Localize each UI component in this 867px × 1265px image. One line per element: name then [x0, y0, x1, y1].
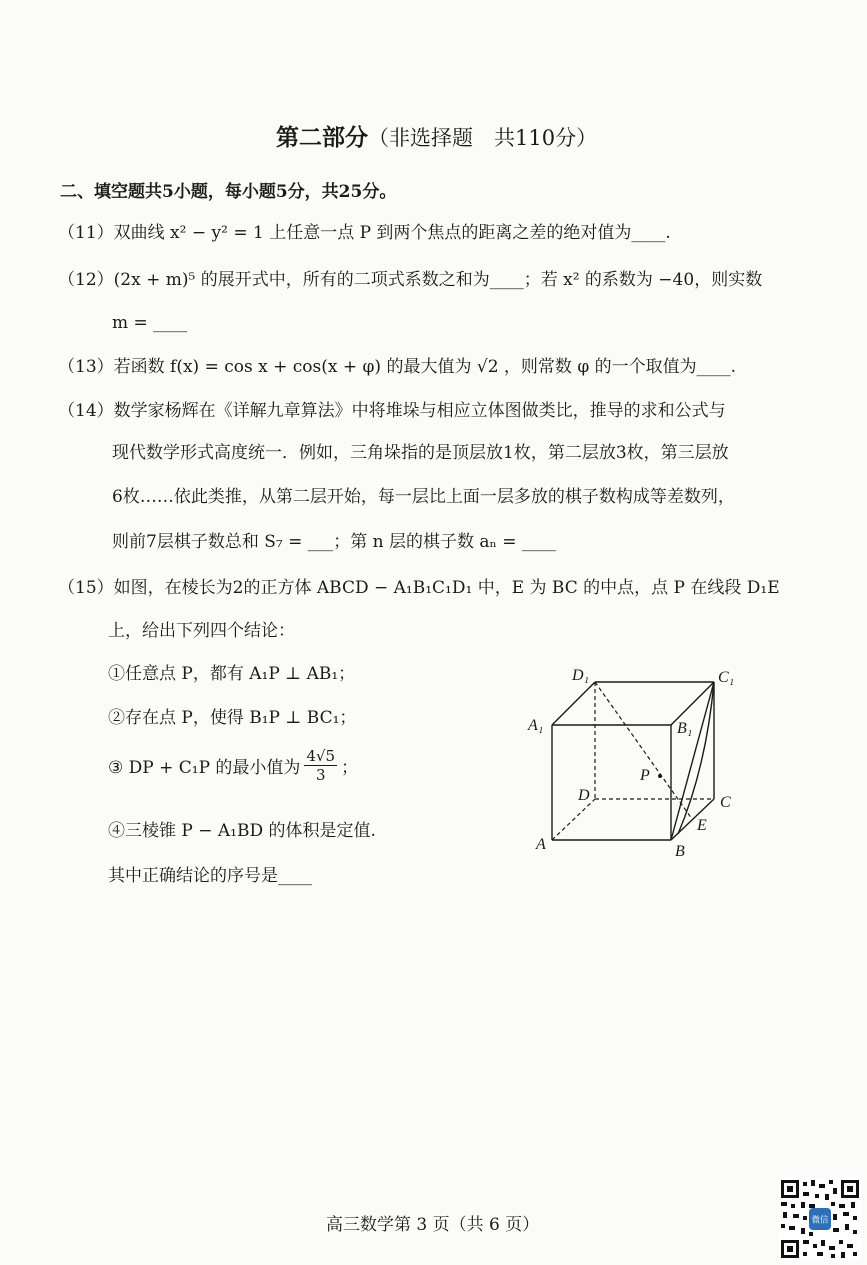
point-p: [658, 774, 662, 778]
label-d1: D₁: [572, 667, 590, 684]
q15-conclusion-1: ①任意点 P，都有 A₁P ⊥ AB₁；: [108, 664, 356, 684]
c3-fraction: [304, 747, 337, 784]
label-a: A: [536, 836, 546, 853]
q14-line1: 数学家杨辉在《详解九章算法》中将堆垛与相应立体图做类比，推导的求和公式与: [113, 401, 726, 421]
q11-text: 双曲线 x² − y² = 1 上任意一点 P 到两个焦点的距离之差的绝对值为____.: [113, 223, 671, 243]
q15-number: （15）: [58, 578, 114, 598]
part-subtitle: （非选择题 共110分）: [368, 126, 598, 150]
q13-text: 若函数 f(x) = cos x + cos(x + φ) 的最大值为 √2 ，则常数 φ 的一个取值为____.: [113, 357, 737, 377]
c3-numerator: 4√5: [306, 747, 336, 765]
label-c: C: [720, 794, 731, 811]
c3-denominator: 3: [315, 766, 326, 784]
qr-center-label: 微信: [811, 1214, 829, 1225]
label-b: B: [675, 843, 685, 860]
label-a1: A₁: [528, 717, 544, 734]
question-13: [58, 352, 736, 377]
label-b1: B₁: [677, 720, 693, 737]
q12-line2: m = ____: [112, 313, 188, 333]
edge-c1-b: [671, 682, 714, 840]
q14-line3: 6枚……依此类推，从第二层开始，每一层比上面一层多放的棋子数构成等差数列，: [112, 487, 735, 507]
label-d: D: [578, 787, 590, 804]
q12-number: （12）: [58, 270, 114, 290]
question-12: [58, 265, 762, 290]
section-heading: 二、填空题共5小题，每小题5分，共25分。: [60, 182, 397, 202]
part-title: 第二部分: [276, 124, 368, 151]
q15-conclusion-2: ②存在点 P，使得 B₁P ⊥ BC₁；: [108, 708, 357, 728]
hidden-edge-a-d: [552, 799, 595, 840]
q15-conclusion-3: [108, 747, 358, 784]
qr-code-icon[interactable]: [779, 1178, 861, 1260]
label-e: E: [697, 817, 707, 834]
page-footer: 高三数学第 3 页（共 6 页）: [326, 1215, 540, 1235]
curve-c1-e: [678, 682, 714, 834]
q15-conclusion-4: ④三棱锥 P − A₁BD 的体积是定值.: [108, 821, 376, 841]
q14-line2: 现代数学形式高度统一．例如，三角垛指的是顶层放1枚，第二层放3枚，第三层放: [112, 443, 729, 463]
edge-b-c: [671, 799, 714, 840]
q14-number: （14）: [58, 401, 114, 421]
c3-prefix: ③ DP + C₁P 的最小值为: [108, 758, 301, 778]
question-11: [58, 218, 671, 243]
q11-number: （11）: [58, 223, 114, 243]
question-14: [58, 396, 726, 421]
page-title: [276, 119, 597, 152]
c3-suffix: ；: [341, 758, 359, 778]
q14-line4: 则前7层棋子数总和 S₇ = ___；第 n 层的棋子数 aₙ = ____: [112, 532, 556, 552]
label-p: P: [640, 767, 650, 784]
cube-figure: [520, 658, 770, 868]
q15-line2: 上，给出下列四个结论：: [108, 621, 295, 641]
question-15: [58, 573, 780, 598]
q13-number: （13）: [58, 357, 114, 377]
label-c1: C₁: [718, 669, 735, 686]
q15-question: 其中正确结论的序号是____: [108, 866, 312, 886]
q12-line1: (2x + m)⁵ 的展开式中，所有的二项式系数之和为____；若 x² 的系数为 −40，则实数: [113, 270, 763, 290]
q15-line1: 如图，在棱长为2的正方体 ABCD − A₁B₁C₁D₁ 中，E 为 BC 的中点，点 P 在线段 D₁E: [113, 578, 780, 598]
edge-a1-d1: [552, 682, 595, 725]
